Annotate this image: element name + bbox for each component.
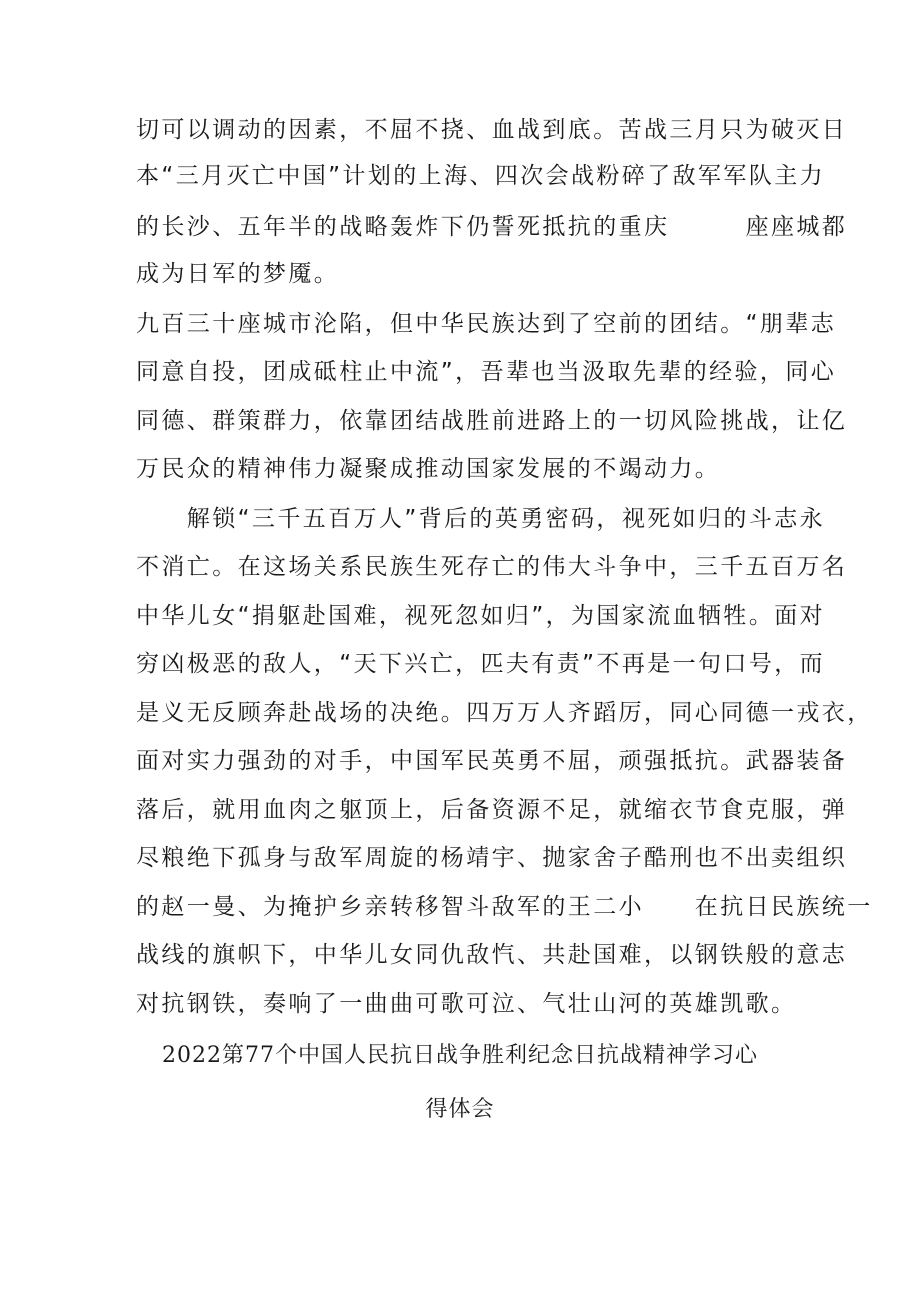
paragraph-1-line: 切可以调动的因素，不屈不挠、血战到底。苦战三月只为破灭日 — [136, 117, 848, 143]
paragraph-3-line: 面对实力强劲的对手，中国军民英勇不屈，顽强抵抗。武器装备 — [136, 748, 848, 774]
paragraph-3-line: 对抗钢铁，奏响了一曲曲可歌可泣、气壮山河的英雄凯歌。 — [136, 991, 797, 1017]
paragraph-3-line: 的赵一曼、为掩护乡亲转移智斗敌军的王二小 在抗日民族统一 — [136, 894, 873, 920]
paragraph-2-line: 万民众的精神伟力凝聚成推动国家发展的不竭动力。 — [136, 456, 721, 482]
paragraph-2-line: 同意自投，团成砥柱止中流”，吾辈也当汲取先辈的经验，同心 — [136, 359, 837, 385]
paragraph-3-line: 战线的旗帜下，中华儿女同仇敌忾、共赴国难，以钢铁般的意志 — [136, 942, 848, 968]
paragraph-3-line: 是义无反顾奔赴战场的决绝。四万万人齐蹈厉，同心同德一戎衣， — [136, 700, 873, 726]
paragraph-3-line: 落后，就用血肉之躯顶上，后备资源不足，就缩衣节食克服，弹 — [136, 797, 848, 823]
paragraph-2-line: 九百三十座城市沦陷，但中华民族达到了空前的团结。“朋辈志 — [136, 311, 837, 337]
paragraph-2-line: 同德、群策群力，依靠团结战胜前进路上的一切风险挑战，让亿 — [136, 408, 848, 434]
paragraph-3-line: 穷凶极恶的敌人，“天下兴亡，匹夫有责”不再是一句口号，而 — [136, 651, 826, 677]
paragraph-3-line: 解锁“三千五百万人”背后的英勇密码，视死如归的斗志永 — [136, 506, 826, 532]
document-title-line-1: 2022第77个中国人民抗日战争胜利纪念日抗战精神学习心 — [162, 1043, 758, 1068]
paragraph-3-line: 尽粮绝下孤身与敌军周旋的杨靖宇、抛家舍子酷刑也不出卖组织 — [136, 845, 848, 871]
document-title-line-2: 得体会 — [425, 1097, 495, 1122]
paragraph-1-line: 成为日军的梦魇。 — [136, 261, 340, 287]
paragraph-3-line: 不消亡。在这场关系民族生死存亡的伟大斗争中，三千五百万名 — [136, 554, 848, 580]
paragraph-3-line: 中华儿女“捐躯赴国难，视死忽如归”，为国家流血牺牲。面对 — [136, 603, 826, 629]
paragraph-1-line: 的长沙、五年半的战略轰炸下仍誓死抵抗的重庆 座座城都 — [136, 214, 848, 240]
paragraph-1-line: 本“三月灭亡中国”计划的上海、四次会战粉碎了敌军军队主力 — [136, 163, 826, 189]
